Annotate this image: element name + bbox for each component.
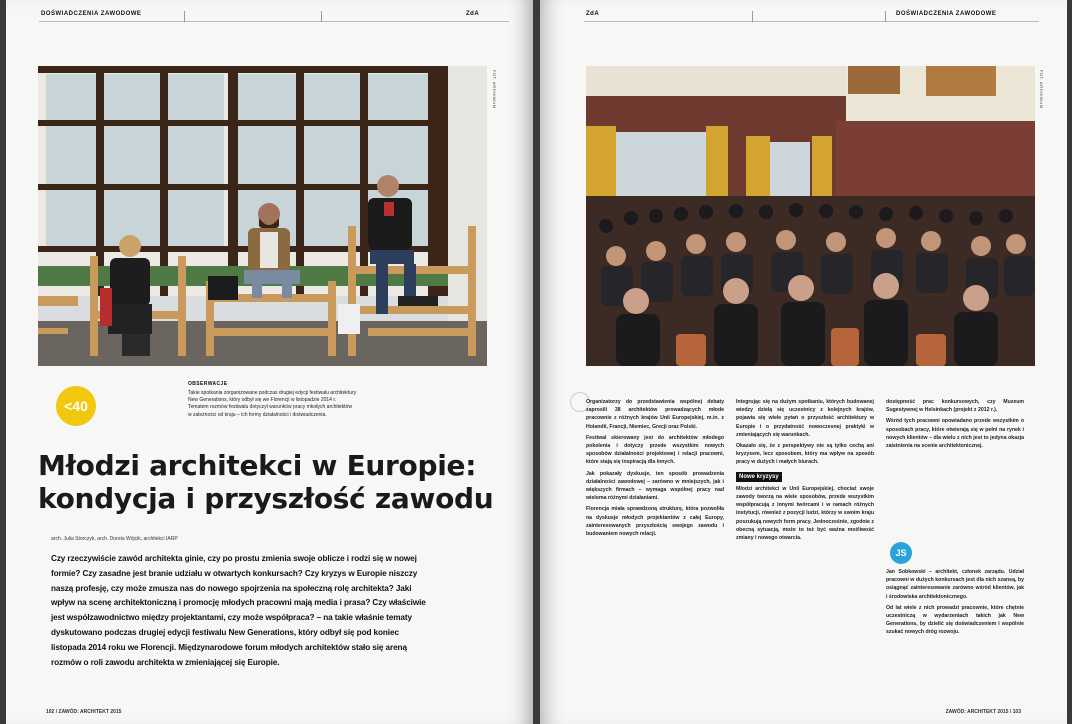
age-badge: <40 [56, 386, 96, 426]
body-column-2 [736, 398, 874, 688]
left-page [6, 0, 533, 724]
page-folio: ZAWÓD: ARCHITEKT 2015 / 103 [945, 709, 1021, 715]
headline-line-2: kondycja i przyszłość zawodu [38, 482, 494, 515]
photo-architects-benches [38, 66, 487, 366]
photo-illustration [38, 66, 487, 366]
running-head-right: DOŚWIADCZENIA ZAWODOWE [896, 11, 997, 17]
obs-line: Takie spotkania zorganizowane podczas drugiej edycji festiwalu architektury [188, 390, 357, 396]
obs-line: w zależności od kraju – ich formy działalności i doświadczenia. [188, 411, 327, 418]
authors-byline: arch. Julia Storczyk, arch. Dorota Wójcik, architekci IARP [51, 536, 178, 542]
lead-line: listopada 2014 roku we Florencji. Międzynarodowe forum młodych architektów stało się areną [51, 642, 407, 652]
obs-line: New Generations, który odbył się we Florencji w listopadzie 2014 r. [188, 397, 337, 404]
body-column-3-top [886, 398, 1024, 538]
header-rule [584, 21, 1039, 22]
paragraph: Okazało się, że z perspektywy nie są tylko cechą ani kryzysem, lecz sposobem, który ma wpływ na sposób pracy w dużych i małych biurach. [736, 443, 874, 466]
header-tick [321, 11, 322, 22]
observations-label: OBSERWACJE [188, 381, 228, 387]
lead-line: dyskutowano podczas drugiej edycji festiwalu New Generations, który odbył się pod koniec [51, 627, 399, 637]
author-initials-badge: JS [890, 542, 912, 564]
lead-line: rozmów o roli zawodu architekta w zmieniającej się Europie. [51, 657, 280, 667]
body-column-3-bottom [886, 568, 1024, 686]
paragraph: Od lat wiele z nich prowadzi pracownie, które chętnie uczestniczą w wydarzeniach takich jak New Generations, by dzielić się doświadczeniem i wspólnie szukać nowych dróg rozwoju. [886, 604, 1024, 636]
obs-line: Tematem rozmów festiwalu dotyczył warunków pracy młodych architektów [188, 404, 352, 411]
header-tick [184, 11, 185, 22]
paragraph: Organizatorzy do przedstawienia wspólnej debaty zaprosili 38 architektów prowadzących młode pracownie z różnych krajów Unii Europejskiej, m.in. z Holandii, Francji, Niemiec, Grecji oraz Polski. [586, 399, 724, 430]
paragraph: Florencja miała sprawdzoną strukturę, która pozwoliła na dyskusje młodych projektantów z całej Europy, zainteresowanych przyszłością swojego zawodu i budowaniem nowych relacji. [586, 506, 724, 538]
header-tick [752, 11, 753, 22]
paragraph: Jak pokazały dyskusje, ten sposób prowadzenia działalności zawodowej – zarówno w mniejszych, jak i większych firmach – wymaga wspólnej pracy nad wieloma różnymi działaniami. [586, 470, 724, 502]
paragraph: Młodzi architekci w Unii Europejskiej, chociaż swoje zawody tworzą na wiele sposobów, przede wszystkim współpracują z innymi twórcami i w ramach różnych instytucji, również z pozycji ludzi, którzy w swoim kraju poszukują nowych form pracy. Jednocześnie, zgodnie z obecną sytuacją, może to też być ważna możliwość zmiany i nowego otwarcia. [736, 485, 874, 542]
running-head-left: DOŚWIADCZENIA ZAWODOWE [41, 11, 142, 17]
lead-line: wpływ na scenę architektoniczną i promocję młodych pracowni mają media i prasa? Czy właściwie [51, 598, 426, 608]
paragraph: Jan Sobkowski – architekt, członek zarządu. Udział pracowni w dużych konkursach jest dla nich szansą, by osiągnąć zainteresowanie zarówno wśród klientów, jak i środowiska architektonicznego. [886, 569, 1024, 600]
observations-text [188, 390, 398, 419]
running-head-left: ZdA [586, 11, 600, 17]
header-rule [39, 21, 509, 22]
section-subhead: Nowe kryzysy [736, 472, 782, 482]
lead-line: formie? Czy zasadne jest branie udziału w otwartych konkursach? Czy kryzys w Europie niszczy [51, 568, 418, 578]
lead-line: jest współzawodnictwo między projektantami, czy może współpraca? – na takie właśnie tematy [51, 613, 412, 623]
paragraph: dostępność prac konkursowych, czy Muzeum Sugestywnej w Helsinkach (projekt z 2012 r.). [886, 399, 1024, 414]
header-tick [885, 11, 886, 22]
photo-illustration [586, 66, 1035, 366]
body-column-1 [586, 398, 724, 688]
lead-line: Czy rzeczywiście zawód architekta ginie, czy po prostu zmienia swoje oblicze i rodzi się w nowej [51, 554, 417, 563]
running-head-right: ZdA [466, 11, 480, 17]
headline-line-1: Młodzi architekci w Europie: [38, 449, 477, 482]
paragraph: Festiwal skierowany jest do architektów młodego pokolenia i dotyczy przede wszystkim nowych sposobów działalności projektowej i relacji pracowni, które stają się inspiracją dla innych. [586, 434, 724, 466]
article-headline [38, 449, 508, 515]
photo-credit: FOT. ARCHIWUM [492, 70, 497, 109]
photo-credit: FOT. ARCHIWUM [1039, 70, 1044, 109]
page-folio: 102 / ZAWÓD: ARCHITEKT 2015 [46, 709, 122, 715]
lead-line: naszą profesję, czy może zmusza nas do nowego spojrzenia na społeczną rolę architekta? Jaki [51, 583, 412, 593]
photo-audience-hall [586, 66, 1035, 366]
paragraph: Wśród tych pracowni opowiadano przede wszystkim o sposobach pracy, które otwierają się w pełni na rynek i nowych klientów – dla wielu z nich jest to jedyna okazja zaistnienia na scenie architektonicznej. [886, 418, 1024, 450]
paragraph: Integrując się na dużym spotkaniu, których budowanej wiedzy dzielą się uczestnicy z kolejnych krajów, pojawia się wiele pytań o przyszłość architektury w Europie i o przydatność nowoczesnej praktyki w zmieniających się warunkach. [736, 399, 874, 438]
lead-paragraph [51, 552, 491, 670]
right-page [540, 0, 1067, 724]
